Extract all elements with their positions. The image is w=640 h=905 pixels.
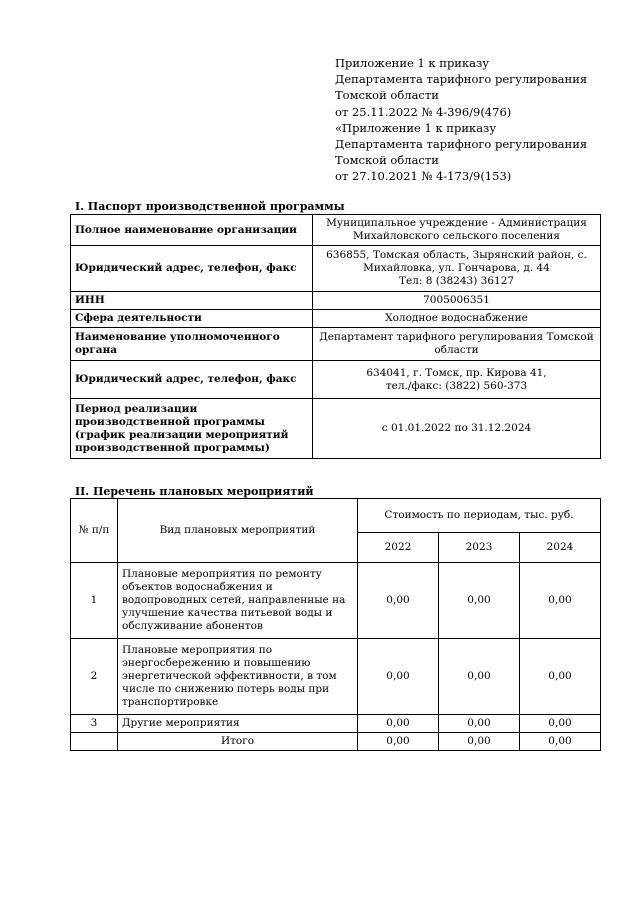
row-value: 0,00 [358, 715, 439, 733]
header-line: Приложение 1 к приказу [335, 56, 490, 70]
value-line: Холодное водоснабжение [385, 312, 528, 324]
header-line: Томской области [335, 153, 439, 168]
order-reference-header [335, 55, 587, 185]
value-line: 634041, г. Томск, пр. Кирова 41, [366, 366, 547, 379]
passport-label: Период реализации производственной программы (график реализации мероприятий производственной программы) [71, 399, 313, 459]
header-line: от 27.10.2021 № 4-173/9(153) [335, 169, 512, 184]
value-line: Департамент тарифного регулирования Томской [319, 331, 594, 343]
passport-row [71, 246, 601, 292]
passport-row [71, 361, 601, 399]
value-line: Муниципальное учреждение - Администрация [326, 217, 587, 229]
passport-row [71, 399, 601, 459]
header-line: от 25.11.2022 № 4-396/9(476) [335, 104, 512, 119]
passport-label: Полное наименование организации [71, 215, 313, 246]
section2-title: II. Перечень плановых мероприятий [75, 485, 314, 498]
passport-label: Юридический адрес, телефон, факс [71, 246, 313, 292]
passport-value [313, 246, 601, 292]
row-value: 0,00 [358, 639, 439, 715]
value-line: Тел: 8 (38243) 36127 [398, 275, 515, 287]
header-line: «Приложение 1 к приказу [335, 120, 497, 135]
total-num-cell [71, 733, 118, 751]
value-line: 636855, Томская область, Зырянский район, с. [326, 249, 587, 261]
value-line: Михайловского сельского поселения [352, 230, 561, 242]
passport-value [313, 310, 601, 328]
table-row [71, 639, 601, 715]
col-name-header: Вид плановых мероприятий [118, 499, 358, 563]
row-num: 1 [71, 563, 118, 639]
year-header: 2024 [520, 533, 601, 563]
row-num: 3 [71, 715, 118, 733]
plan-header-row [71, 499, 601, 533]
row-name: Плановые мероприятия по энергосбережению и повышению энергетической эффективности, в том числе по снижению потерь воды при транспортировке [118, 639, 358, 715]
row-name: Другие мероприятия [118, 715, 358, 733]
row-name: Плановые мероприятия по ремонту объектов водоснабжения и водопроводных сетей, направленные на улучшение качества питьевой воды и обслуживание абонентов [118, 563, 358, 639]
row-value: 0,00 [358, 563, 439, 639]
row-value: 0,00 [439, 639, 520, 715]
passport-value [313, 361, 601, 399]
row-value: 0,00 [520, 563, 601, 639]
passport-row [71, 328, 601, 361]
total-row [71, 733, 601, 751]
header-line: Департамента тарифного регулирования [335, 72, 588, 87]
year-header: 2023 [439, 533, 520, 563]
row-value: 0,00 [520, 639, 601, 715]
passport-label: Юридический адрес, телефон, факс [71, 361, 313, 399]
col-cost-header: Стоимость по периодам, тыс. руб. [358, 499, 601, 533]
total-label: Итого [118, 733, 358, 751]
value-line: 7005006351 [423, 294, 490, 306]
plan-table [70, 498, 601, 751]
row-value: 0,00 [439, 715, 520, 733]
passport-row [71, 215, 601, 246]
passport-label: ИНН [71, 292, 313, 310]
passport-label: Наименование уполномоченного органа [71, 328, 313, 361]
total-value: 0,00 [358, 733, 439, 751]
value-line: области [434, 344, 479, 356]
col-num-header: № п/п [71, 499, 118, 563]
year-header: 2022 [358, 533, 439, 563]
value-line: Михайловка, ул. Гончарова, д. 44 [363, 262, 550, 274]
passport-value [313, 399, 601, 459]
row-value: 0,00 [439, 563, 520, 639]
row-value: 0,00 [520, 715, 601, 733]
passport-table [70, 214, 601, 459]
row-num: 2 [71, 639, 118, 715]
value-line: с 01.01.2022 по 31.12.2024 [381, 422, 532, 434]
header-line: Департамента тарифного регулирования [335, 137, 588, 152]
passport-label: Сфера деятельности [71, 310, 313, 328]
table-row [71, 563, 601, 639]
passport-row [71, 292, 601, 310]
passport-value [313, 328, 601, 361]
header-line: Томской области [335, 88, 439, 103]
value-line: тел./факс: (3822) 560-373 [385, 379, 528, 392]
passport-value [313, 292, 601, 310]
total-value: 0,00 [520, 733, 601, 751]
total-value: 0,00 [439, 733, 520, 751]
table-row [71, 715, 601, 733]
section1-title: I. Паспорт производственной программы [75, 200, 345, 213]
passport-row [71, 310, 601, 328]
passport-value [313, 215, 601, 246]
